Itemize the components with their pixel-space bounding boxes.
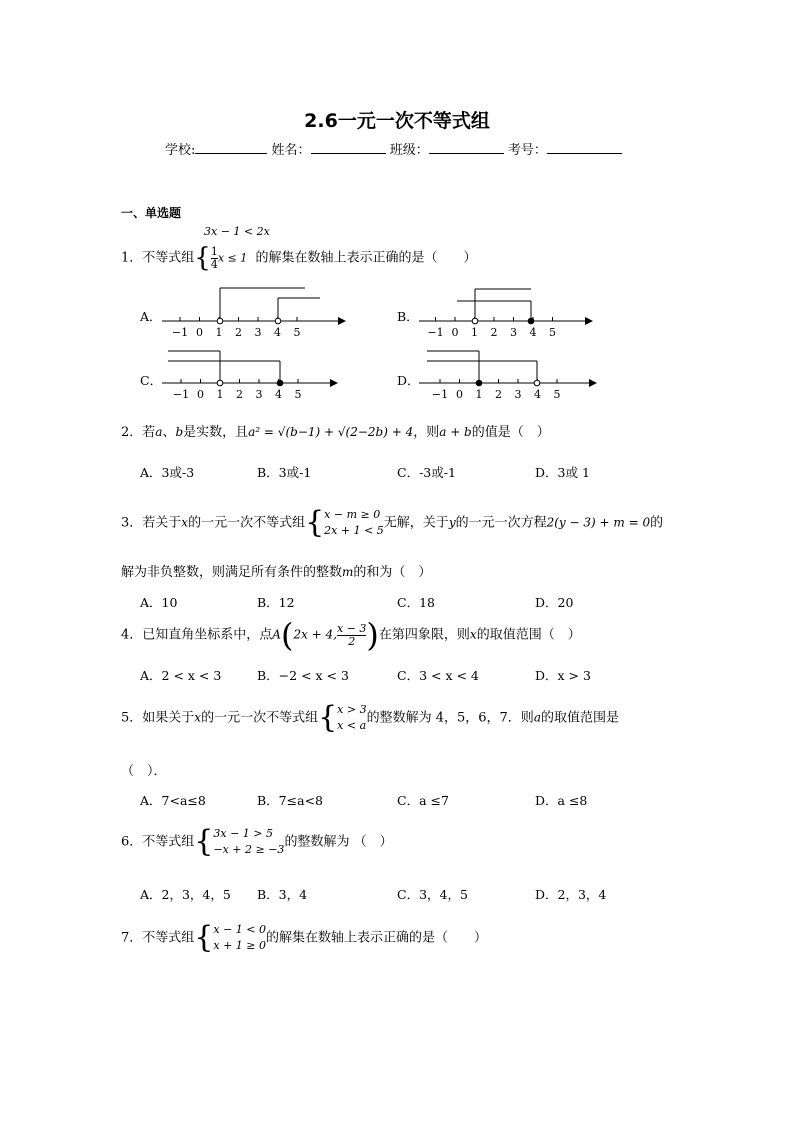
page-title: 2.6一元一次不等式组 bbox=[304, 110, 490, 132]
q1-option-c-numberline[interactable] bbox=[160, 347, 350, 407]
q7-text-a: 7．不等式组 bbox=[121, 930, 195, 946]
open-point bbox=[534, 380, 540, 386]
q2-expression-sum: a + b bbox=[439, 425, 472, 439]
tick-label: −1 bbox=[172, 388, 190, 401]
q1-option-b-numberline[interactable] bbox=[417, 283, 607, 343]
q3-var-y: y bbox=[448, 515, 456, 530]
open-point bbox=[472, 318, 478, 324]
q3-line2-b: 的和为（ ） bbox=[353, 565, 432, 580]
tick-label: −1 bbox=[427, 326, 444, 339]
q2-option-d[interactable]: D．3或 1 bbox=[535, 465, 590, 480]
q1-option-d-label[interactable]: D． bbox=[397, 373, 420, 388]
tick-label: 1 bbox=[475, 388, 483, 401]
tick-label: −1 bbox=[171, 326, 189, 339]
q3-var-m: m bbox=[342, 565, 354, 579]
q2-text-a: 2．若 bbox=[121, 425, 156, 440]
tick-label: 4 bbox=[529, 326, 537, 339]
q5-var-x: x bbox=[194, 710, 202, 725]
q4-text-b: 在第四象限，则 bbox=[378, 627, 470, 643]
q3-system: x − m ≥ 0 2x + 1 < 5 bbox=[324, 508, 384, 537]
q6-text-b: 的整数解为 （ ） bbox=[284, 834, 393, 850]
tick-label: 2 bbox=[236, 388, 243, 401]
q3-var-x: x bbox=[181, 515, 189, 530]
tick-label: 0 bbox=[456, 388, 463, 401]
q5-option-a[interactable]: A．7<a≤8 bbox=[140, 793, 206, 808]
q5-option-c[interactable]: C．a ≤7 bbox=[397, 793, 449, 808]
q1-ineq2: x ≤ 1 bbox=[217, 251, 248, 265]
q1-option-a-numberline[interactable] bbox=[160, 283, 350, 343]
tick-label: 4 bbox=[274, 326, 281, 339]
q3-option-d[interactable]: D．20 bbox=[535, 595, 574, 610]
tick-label: 4 bbox=[275, 388, 282, 401]
tick-label: 0 bbox=[451, 326, 459, 339]
q2-text-d: 的值是（ ） bbox=[471, 425, 550, 440]
q4-option-c[interactable]: C．3 < x < 4 bbox=[397, 668, 479, 683]
tick-label: 0 bbox=[197, 388, 204, 401]
tick-label: 2 bbox=[495, 388, 502, 401]
q2-sep: 、 bbox=[162, 425, 176, 440]
q4-stem: 4．已知直角坐标系中，点A(2x + 4, $\frac{x - 3}{2}$ )在第四象限，则x的取值范围（ ） bbox=[121, 616, 581, 654]
number-label: 考号： bbox=[507, 143, 547, 158]
tick-label: 4 bbox=[534, 388, 541, 401]
tick-label: 3 bbox=[514, 388, 522, 401]
q3-text-a: 3．若关于 bbox=[121, 515, 182, 531]
q1-ineq1: 3x − 1 < 2x bbox=[204, 225, 270, 238]
q4-option-b[interactable]: B．−2 < x < 3 bbox=[257, 668, 349, 683]
q1-fraction: $\frac{1}{4}$ bbox=[210, 244, 218, 271]
q3-text-d: 的一元一次方程 bbox=[455, 515, 547, 531]
filled-point bbox=[277, 380, 283, 386]
q3-text-b: 的一元一次不等式组 bbox=[188, 515, 306, 531]
q1-stem: 1．不等式组{ $\frac{1}{4}$ x ≤ 1 的解集在数轴上表示正确的是（ ） bbox=[121, 243, 477, 273]
q2-text-b: 是实数，且 bbox=[183, 425, 249, 440]
q1-prefix: 1．不等式组 bbox=[121, 250, 195, 266]
q1-option-c-label[interactable]: C． bbox=[140, 373, 163, 388]
q3-option-a[interactable]: A．10 bbox=[140, 595, 178, 610]
q4-option-a[interactable]: A．2 < x < 3 bbox=[140, 668, 222, 683]
tick-label: 2 bbox=[235, 326, 242, 339]
q3-text-c: 无解，关于 bbox=[383, 515, 449, 531]
q1-suffix: 的解集在数轴上表示正确的是（ ） bbox=[255, 250, 477, 266]
filled-point bbox=[528, 318, 534, 324]
school-blank[interactable] bbox=[195, 139, 267, 154]
q2-option-a[interactable]: A．3或-3 bbox=[140, 465, 195, 480]
q7-system: x − 1 < 0 x + 1 ≥ 0 bbox=[213, 923, 266, 952]
q6-option-c[interactable]: C．3，4，5 bbox=[397, 887, 468, 902]
tick-label: 3 bbox=[255, 388, 263, 401]
q5-var-a: a bbox=[533, 710, 541, 725]
school-label: 学校: bbox=[165, 143, 196, 158]
q5-option-d[interactable]: D．a ≤8 bbox=[535, 793, 588, 808]
q4-text-a: 4．已知直角坐标系中，点 bbox=[121, 627, 273, 643]
q6-system: 3x − 1 > 5 −x + 2 ≥ −3 bbox=[213, 827, 285, 856]
q4-coord1: 2x + 4, bbox=[293, 627, 337, 642]
tick-label: 1 bbox=[471, 326, 478, 339]
tick-label: 5 bbox=[293, 326, 301, 339]
q3-line2 bbox=[121, 561, 431, 580]
tick-label: 5 bbox=[553, 388, 561, 401]
open-point bbox=[217, 318, 223, 324]
q1-option-b-label[interactable]: B． bbox=[397, 309, 419, 324]
q3-equation: 2(y − 3) + m = 0 bbox=[546, 515, 651, 530]
q5-text-b: 的一元一次不等式组 bbox=[201, 710, 319, 726]
q2-option-b[interactable]: B．3或-1 bbox=[257, 465, 312, 480]
q1-option-d-numberline[interactable] bbox=[417, 347, 607, 407]
tick-label: 0 bbox=[196, 326, 203, 339]
q6-option-b[interactable]: B．3，4 bbox=[257, 887, 308, 902]
student-info-line bbox=[165, 139, 622, 158]
q7-stem: 7．不等式组{ x − 1 < 0 x + 1 ≥ 0 的解集在数轴上表示正确的是（ ） bbox=[121, 920, 488, 955]
q3-stem: 3．若关于x的一元一次不等式组{ x − m ≥ 0 2x + 1 < 5 无解，关于y的一元一次方程2(y − 3) + m = 0的 bbox=[121, 505, 664, 540]
tick-label: −1 bbox=[431, 388, 449, 401]
q4-var-x: x bbox=[469, 627, 477, 642]
q5-option-b[interactable]: B．7≤a<8 bbox=[257, 793, 323, 808]
q4-fraction: $\frac{x - 3}{2}$ bbox=[336, 621, 367, 648]
q6-option-d[interactable]: D．2，3，4 bbox=[535, 887, 607, 902]
q5-text-d: 的取值范围是 bbox=[540, 710, 619, 726]
q2-option-c[interactable]: C．-3或-1 bbox=[397, 465, 456, 480]
q5-stem: 5．如果关于x的一元一次不等式组{ x > 3 x < a 的整数解为 4，5，6，7．则a的取值范围是 bbox=[121, 700, 619, 735]
q2-var-a: a bbox=[155, 425, 163, 439]
q4-option-d[interactable]: D．x > 3 bbox=[535, 668, 591, 683]
filled-point bbox=[476, 380, 482, 386]
name-label: 姓名： bbox=[271, 143, 311, 158]
q2-expression: a² = √(b−1) + √(2−2b) + 4 bbox=[248, 425, 414, 439]
tick-label: 5 bbox=[549, 326, 556, 339]
tick-label: 5 bbox=[294, 388, 302, 401]
tick-label: 1 bbox=[216, 388, 224, 401]
q6-stem: 6．不等式组{ 3x − 1 > 5 −x + 2 ≥ −3 的整数解为 （ ） bbox=[121, 824, 393, 859]
q2-var-b: b bbox=[175, 425, 184, 439]
number-blank[interactable] bbox=[547, 139, 622, 154]
tick-label: 1 bbox=[215, 326, 223, 339]
open-point bbox=[217, 380, 223, 386]
q3-option-b[interactable]: B．12 bbox=[257, 595, 295, 610]
name-blank[interactable] bbox=[311, 139, 386, 154]
q6-option-a[interactable]: A．2，3，4，5 bbox=[140, 887, 231, 902]
section-heading: 一、单选题 bbox=[121, 206, 182, 220]
q4-point: A bbox=[272, 627, 281, 642]
open-point bbox=[275, 318, 281, 324]
q5-system: x > 3 x < a bbox=[337, 703, 367, 732]
q3-line2-a: 解为非负整数，则满足所有条件的整数 bbox=[121, 565, 343, 580]
q5-line2: （ ）． bbox=[121, 764, 167, 779]
q1-option-a-label[interactable]: A． bbox=[140, 309, 162, 324]
q4-text-c: 的取值范围（ ） bbox=[476, 627, 581, 643]
q7-text-b: 的解集在数轴上表示正确的是（ ） bbox=[266, 930, 488, 946]
class-label: 班级： bbox=[389, 143, 429, 158]
tick-label: 2 bbox=[490, 326, 498, 339]
tick-label: 3 bbox=[510, 326, 517, 339]
q3-text-e: 的 bbox=[650, 515, 664, 531]
class-blank[interactable] bbox=[429, 139, 504, 154]
q3-option-c[interactable]: C．18 bbox=[397, 595, 435, 610]
tick-label: 3 bbox=[254, 326, 262, 339]
q2-stem bbox=[121, 421, 550, 440]
q5-text-a: 5．如果关于 bbox=[121, 710, 195, 726]
q6-text-a: 6．不等式组 bbox=[121, 834, 195, 850]
q5-text-c: 的整数解为 4，5，6，7．则 bbox=[366, 710, 534, 726]
q2-text-c: ，则 bbox=[413, 425, 440, 440]
